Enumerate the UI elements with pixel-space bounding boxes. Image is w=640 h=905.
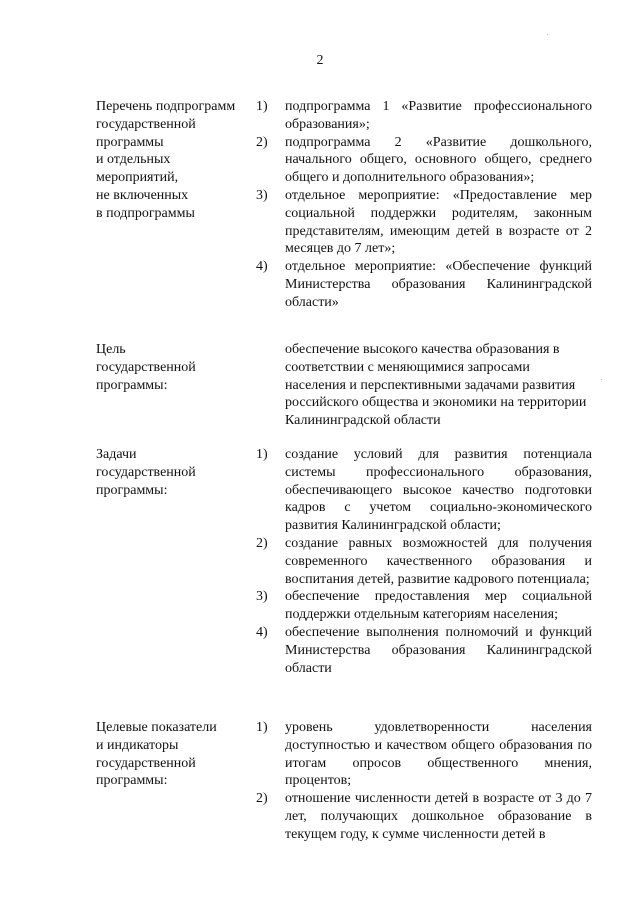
tasks-list: [256, 446, 592, 677]
item-number: 3): [256, 187, 268, 203]
item-text: создание условий для развития потенциала системы профессионального образования, обеспечивающего высокое качество подготовки кадров с учетом социально-экономического развития Калининградской области;: [285, 447, 592, 534]
item-text: отдельное мероприятие: «Предоставление мер социальной поддержки родителям, законным представителям, имеющим детей в возрасте от 2 месяцев до 7 лет»;: [285, 187, 592, 257]
item-number: 2): [256, 791, 268, 807]
item-text: уровень удовлетворенности населения доступностью и качеством общего образования по итогам опросов общественного мнения, процентов;: [285, 720, 592, 789]
scan-speck: [547, 34, 548, 35]
item-text: создание равных возможностей для получения современного качественного образования и воспитания детей, развитие кадрового потенциала;: [285, 535, 592, 587]
list-item: [256, 588, 592, 624]
item-text: подпрограмма 2 «Развитие дошкольного, начального общего, основного общего, среднего общего и дополнительного образования»;: [285, 134, 592, 186]
list-item: [256, 719, 592, 790]
list-item: [256, 98, 592, 134]
list-item: [256, 187, 592, 258]
item-text: отношение численности детей в возрасте от 3 до 7 лет, получающих дошкольное образование в текущем году, к сумме численности детей в: [285, 791, 592, 842]
item-number: 3): [256, 589, 268, 605]
item-text: подпрограмма 1 «Развитие профессионального образования»;: [285, 99, 592, 132]
list-item: [256, 446, 592, 535]
indicators-list: [256, 719, 592, 844]
item-number: 2): [256, 134, 268, 150]
subprogram-list: [256, 98, 592, 312]
list-item: [256, 258, 592, 311]
item-number: 1): [256, 99, 268, 114]
item-number: 4): [256, 624, 268, 640]
list-item: [256, 790, 592, 843]
item-text: обеспечение выполнения полномочий и функций Министерства образования Калининградской области: [285, 624, 592, 676]
goal-block: [256, 341, 592, 430]
section-label: Задачи государственной программы:: [96, 447, 196, 498]
list-item: [256, 624, 592, 677]
goal-text: обеспечение высокого качества образования в соответствии с меняющимися запросами населения и перспективными задачами развития российского общества и экономики на территории Калининградской области: [285, 342, 587, 429]
item-number: 1): [256, 720, 268, 735]
section-label: Цель государственной программы:: [96, 342, 196, 393]
item-number: 2): [256, 535, 268, 551]
page-number: 2: [316, 53, 324, 68]
section-label: Целевые показатели и индикаторы государственной программы:: [96, 720, 217, 789]
item-text: обеспечение предоставления мер социальной поддержки отдельным категориям населения;: [285, 589, 592, 623]
item-number: 1): [256, 447, 268, 462]
item-number: 4): [256, 259, 268, 275]
list-item: [256, 535, 592, 588]
scan-speck: [601, 379, 602, 380]
item-text: отдельное мероприятие: «Обеспечение функций Министерства образования Калининградской области»: [285, 259, 592, 310]
list-item: [256, 134, 592, 187]
section-label: Перечень подпрограмм государственной программы и отдельных мероприятий, не включенных в подпрограммы: [96, 99, 236, 221]
